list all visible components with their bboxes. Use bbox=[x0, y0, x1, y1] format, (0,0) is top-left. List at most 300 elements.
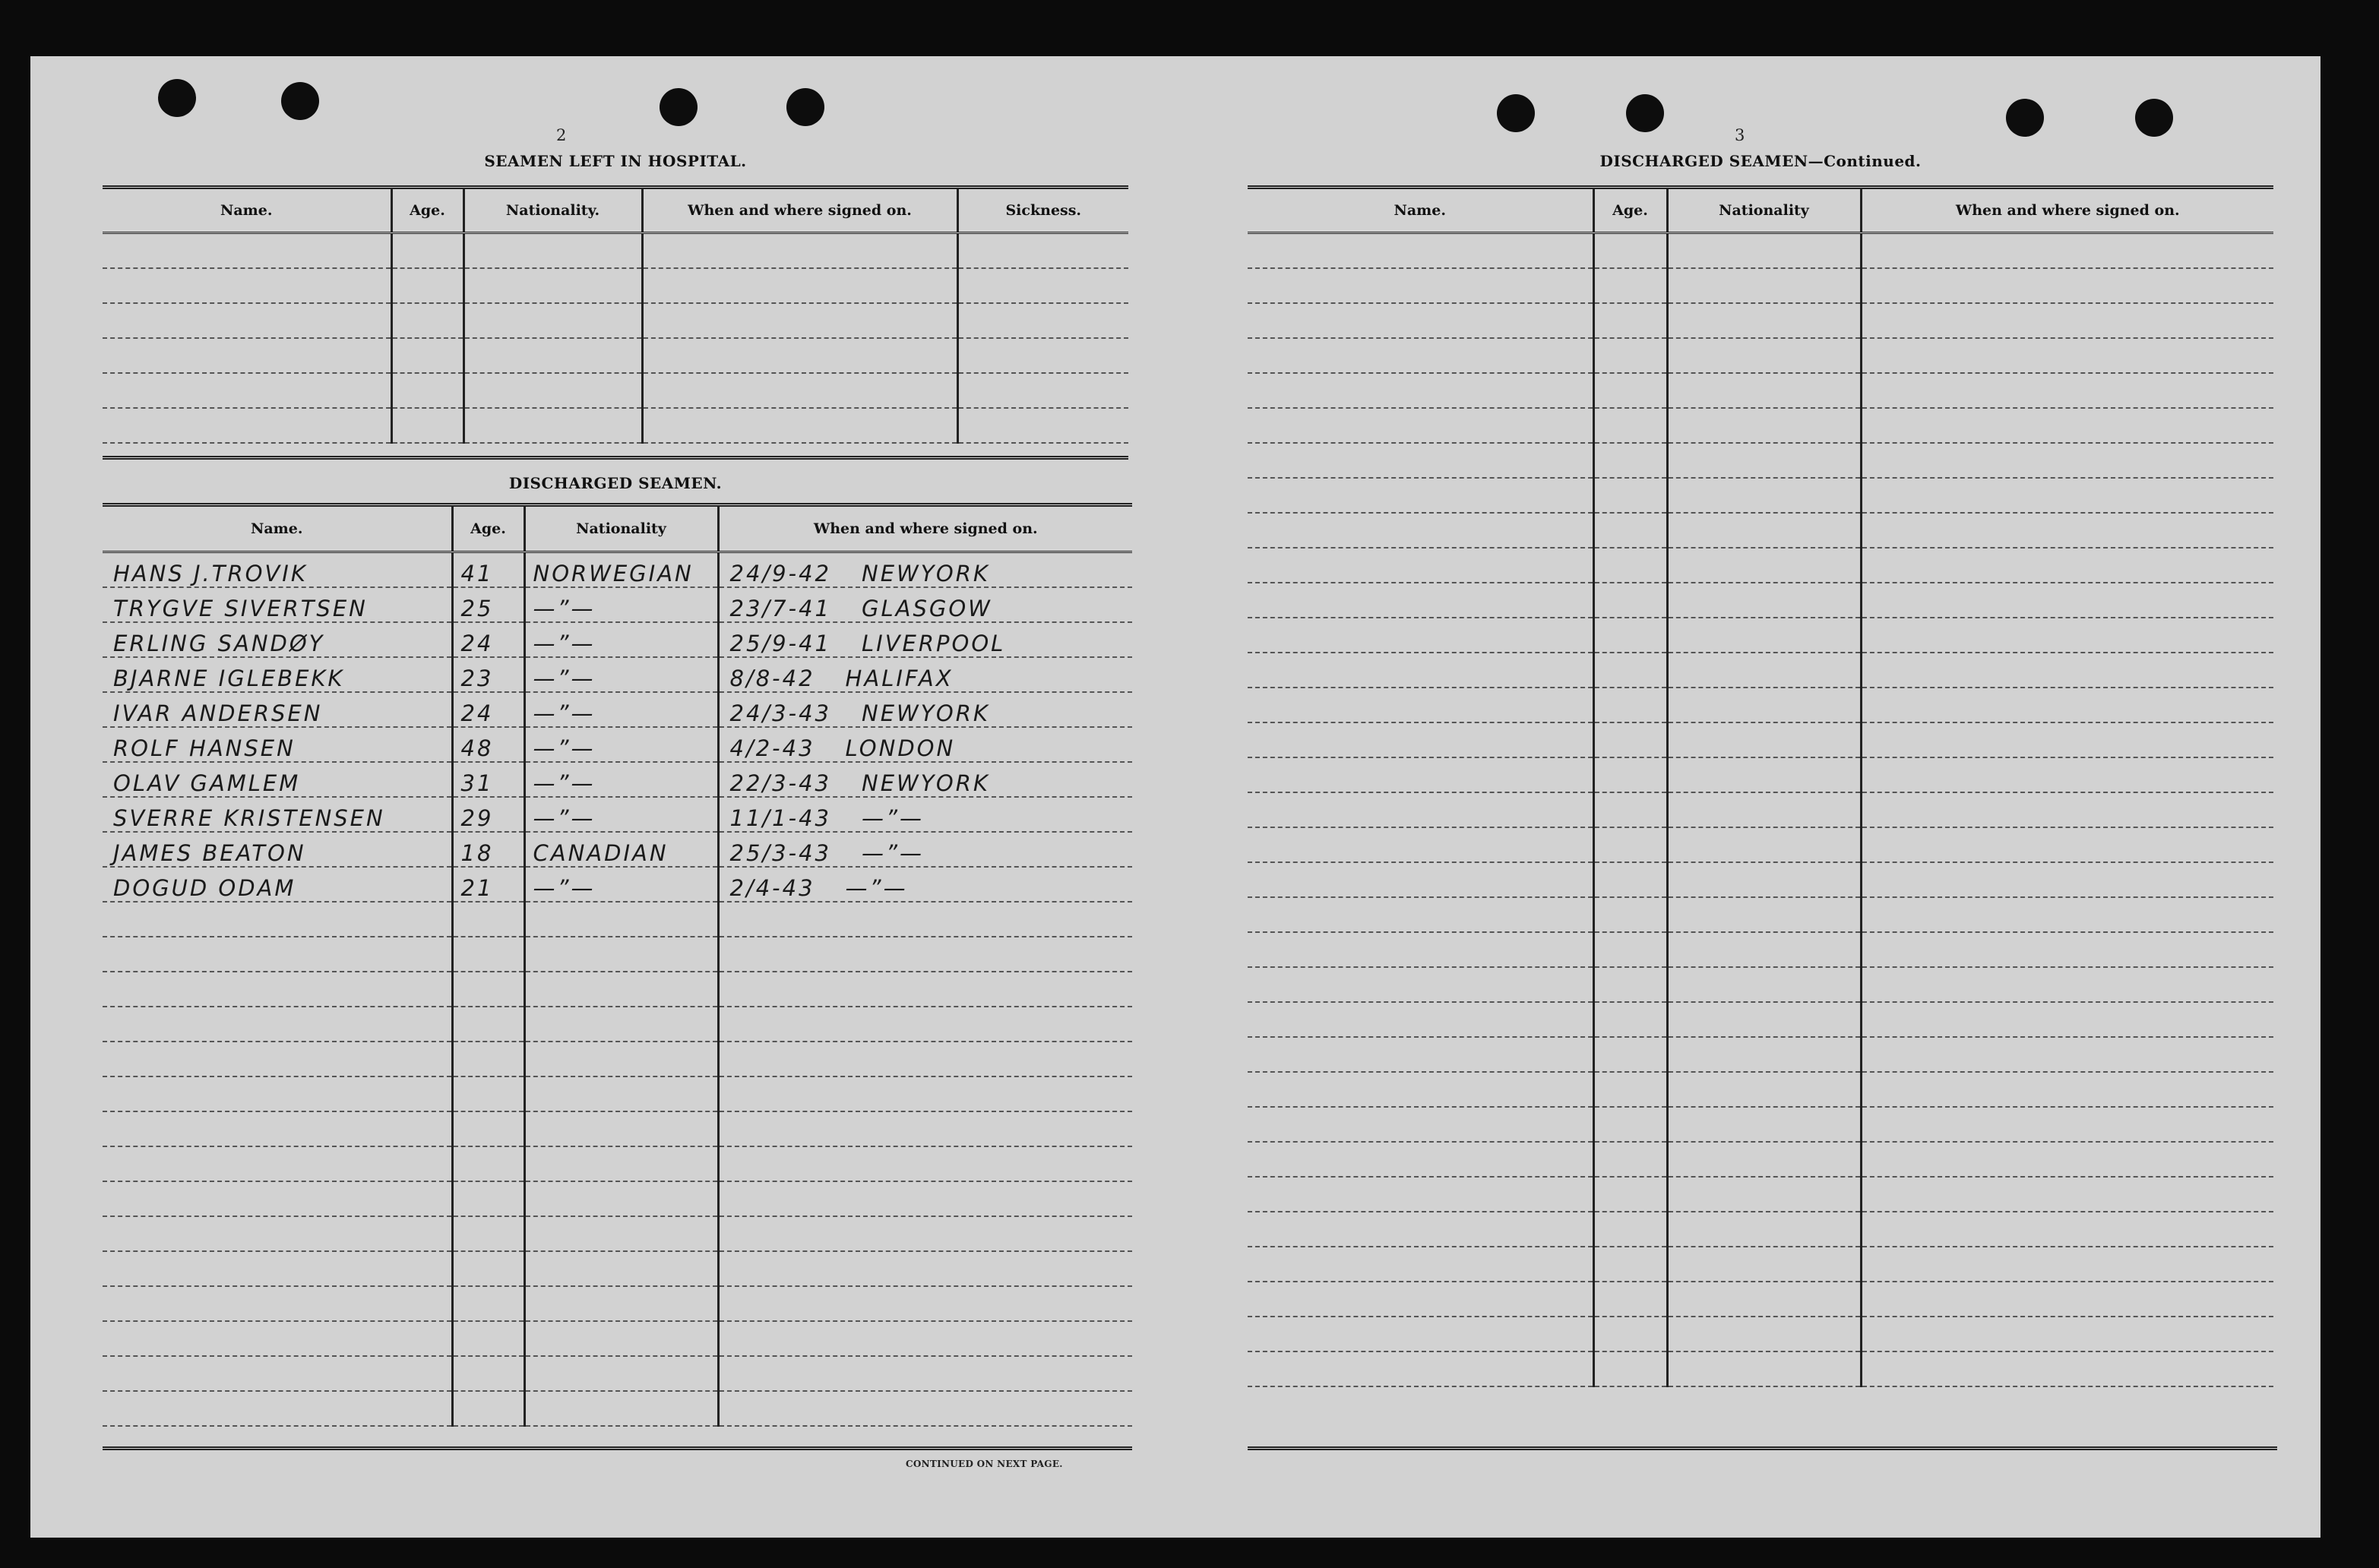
nationality-cell bbox=[1667, 373, 1861, 408]
age-cell bbox=[1593, 653, 1667, 688]
sickness-cell bbox=[957, 303, 1128, 338]
name-cell bbox=[1248, 303, 1593, 338]
nationality-cell bbox=[524, 1111, 718, 1146]
signed-on-cell bbox=[1861, 1072, 2273, 1107]
name-cell bbox=[103, 692, 452, 727]
sickness-cell bbox=[957, 373, 1128, 408]
nationality-cell bbox=[524, 552, 718, 587]
name-cell bbox=[1248, 1142, 1593, 1177]
signed-on-cell bbox=[718, 727, 1132, 762]
signed-on-cell bbox=[1861, 1142, 2273, 1177]
age-cell-age: 21 bbox=[460, 874, 494, 901]
name-cell-name: TRYGVE SIVERTSEN bbox=[113, 595, 368, 621]
nationality-cell-nationality: —”— bbox=[533, 770, 596, 796]
name-cell bbox=[1248, 618, 1593, 653]
table-row bbox=[1248, 1142, 2273, 1177]
age-cell bbox=[391, 373, 463, 408]
nationality-cell bbox=[524, 1146, 718, 1181]
age-cell bbox=[1593, 932, 1667, 967]
signed-on-cell bbox=[1861, 757, 2273, 792]
age-cell bbox=[1593, 792, 1667, 827]
signed-on-cell-place: GLASGOW bbox=[862, 595, 992, 621]
age-cell bbox=[452, 1321, 524, 1356]
table-row bbox=[103, 1251, 1132, 1286]
nationality-cell bbox=[524, 867, 718, 902]
age-cell bbox=[452, 1356, 524, 1391]
page-number: 2 bbox=[556, 126, 567, 144]
nationality-cell bbox=[463, 338, 642, 373]
age-cell-age: 24 bbox=[460, 700, 494, 726]
sickness-cell bbox=[957, 268, 1128, 303]
nationality-cell bbox=[1667, 792, 1861, 827]
nationality-cell bbox=[463, 408, 642, 443]
signed-on-cell bbox=[1861, 1317, 2273, 1351]
age-cell bbox=[1593, 513, 1667, 548]
table-row bbox=[1248, 1107, 2273, 1142]
signed-on-cell bbox=[718, 1007, 1132, 1042]
signed-on-cell bbox=[642, 373, 957, 408]
table-row bbox=[103, 303, 1128, 338]
age-cell bbox=[1593, 1177, 1667, 1212]
age-cell bbox=[1593, 688, 1667, 722]
name-cell bbox=[103, 1076, 452, 1111]
table-row bbox=[1248, 513, 2273, 548]
nationality-cell bbox=[1667, 932, 1861, 967]
signed-on-cell bbox=[1861, 653, 2273, 688]
nationality-cell bbox=[1667, 1142, 1861, 1177]
name-cell bbox=[1248, 1212, 1593, 1247]
table-row bbox=[1248, 338, 2273, 373]
table-row bbox=[1248, 792, 2273, 827]
table-row bbox=[103, 1216, 1132, 1251]
table-row bbox=[1248, 1177, 2273, 1212]
signed-on-cell bbox=[1861, 1247, 2273, 1282]
signed-on-cell bbox=[1861, 373, 2273, 408]
nationality-cell bbox=[524, 622, 718, 657]
age-cell bbox=[1593, 338, 1667, 373]
table-row bbox=[103, 727, 1132, 762]
age-cell bbox=[1593, 1037, 1667, 1072]
signed-on-cell-date: 11/1-43 bbox=[729, 805, 831, 831]
nationality-cell bbox=[1667, 1282, 1861, 1317]
name-cell bbox=[103, 622, 452, 657]
signed-on-cell bbox=[718, 1321, 1132, 1356]
nationality-cell bbox=[524, 1391, 718, 1426]
age-cell bbox=[452, 727, 524, 762]
name-cell bbox=[103, 902, 452, 937]
nationality-cell bbox=[524, 1007, 718, 1042]
age-cell bbox=[452, 587, 524, 622]
age-cell bbox=[1593, 1107, 1667, 1142]
table-row bbox=[1248, 1072, 2273, 1107]
signed-on-cell bbox=[1861, 1037, 2273, 1072]
name-cell bbox=[103, 1181, 452, 1216]
age-cell-age: 31 bbox=[460, 770, 494, 796]
table-row bbox=[1248, 373, 2273, 408]
age-cell bbox=[1593, 897, 1667, 932]
signed-on-cell bbox=[1861, 827, 2273, 862]
age-cell bbox=[1593, 373, 1667, 408]
signed-on-cell bbox=[718, 692, 1132, 727]
name-cell bbox=[1248, 478, 1593, 513]
name-cell bbox=[103, 867, 452, 902]
signed-on-cell bbox=[1861, 338, 2273, 373]
discharged-table-bottom-rule bbox=[103, 1446, 1132, 1450]
name-cell-name: SVERRE KRISTENSEN bbox=[113, 805, 385, 831]
nationality-cell bbox=[1667, 548, 1861, 583]
nationality-cell-nationality: NORWEGIAN bbox=[533, 560, 694, 586]
name-cell bbox=[103, 587, 452, 622]
age-cell bbox=[452, 762, 524, 797]
table-row bbox=[103, 1286, 1132, 1321]
signed-on-cell bbox=[718, 762, 1132, 797]
punch-hole bbox=[1497, 94, 1535, 132]
signed-on-cell bbox=[1861, 303, 2273, 338]
name-cell bbox=[1248, 408, 1593, 443]
nationality-cell bbox=[1667, 1317, 1861, 1351]
sickness-cell bbox=[957, 338, 1128, 373]
nationality-cell-nationality: CANADIAN bbox=[533, 839, 669, 866]
name-cell bbox=[1248, 1002, 1593, 1037]
nationality-cell-nationality: —”— bbox=[533, 874, 596, 901]
signed-on-cell-place: NEWYORK bbox=[862, 700, 990, 726]
continued-header-signed-on: When and where signed on. bbox=[1861, 188, 2273, 233]
table-row bbox=[103, 657, 1132, 692]
signed-on-cell bbox=[718, 1076, 1132, 1111]
signed-on-cell bbox=[718, 1111, 1132, 1146]
name-cell bbox=[1248, 653, 1593, 688]
discharged-table-body bbox=[103, 505, 1132, 1426]
signed-on-cell bbox=[1861, 1177, 2273, 1212]
age-cell bbox=[452, 1181, 524, 1216]
name-cell bbox=[1248, 583, 1593, 618]
signed-on-cell bbox=[718, 867, 1132, 902]
signed-on-cell bbox=[1861, 1002, 2273, 1037]
name-cell bbox=[1248, 1107, 1593, 1142]
signed-on-cell-place: HALIFAX bbox=[845, 665, 954, 691]
continued-note: CONTINUED ON NEXT PAGE. bbox=[906, 1459, 1063, 1469]
signed-on-cell bbox=[1861, 967, 2273, 1002]
nationality-cell bbox=[524, 972, 718, 1007]
table-row bbox=[1248, 897, 2273, 932]
nationality-cell bbox=[1667, 1072, 1861, 1107]
nationality-cell bbox=[1667, 303, 1861, 338]
table-row bbox=[1248, 1282, 2273, 1317]
signed-on-cell bbox=[1861, 1282, 2273, 1317]
punch-hole bbox=[158, 79, 196, 117]
punch-hole bbox=[281, 82, 319, 120]
page-number: 3 bbox=[1735, 126, 1745, 144]
age-cell-age: 18 bbox=[460, 839, 494, 866]
table-row bbox=[103, 832, 1132, 867]
nationality-cell bbox=[1667, 1037, 1861, 1072]
nationality-cell bbox=[524, 762, 718, 797]
name-cell bbox=[1248, 1351, 1593, 1386]
age-cell-age: 25 bbox=[460, 595, 494, 621]
signed-on-cell-date: 8/8-42 bbox=[729, 665, 815, 691]
name-cell bbox=[1248, 757, 1593, 792]
nationality-cell bbox=[1667, 722, 1861, 757]
nationality-cell-nationality: —”— bbox=[533, 805, 596, 831]
name-cell-name: ERLING SANDØY bbox=[113, 630, 325, 656]
age-cell bbox=[452, 1216, 524, 1251]
name-cell bbox=[103, 797, 452, 832]
table-row bbox=[103, 692, 1132, 727]
hospital-table-bottom-rule bbox=[103, 456, 1128, 460]
nationality-cell bbox=[524, 587, 718, 622]
hospital-header-nationality: Nationality. bbox=[463, 188, 642, 233]
age-cell bbox=[452, 1111, 524, 1146]
signed-on-cell-place: —”— bbox=[862, 839, 925, 866]
table-row bbox=[103, 1181, 1132, 1216]
age-cell bbox=[1593, 1072, 1667, 1107]
nationality-cell bbox=[524, 692, 718, 727]
signed-on-cell bbox=[1861, 443, 2273, 478]
age-cell bbox=[452, 1007, 524, 1042]
age-cell bbox=[391, 303, 463, 338]
age-cell bbox=[1593, 443, 1667, 478]
signed-on-cell-date: 25/3-43 bbox=[729, 839, 831, 866]
signed-on-cell bbox=[1861, 792, 2273, 827]
age-cell bbox=[452, 902, 524, 937]
age-cell bbox=[452, 692, 524, 727]
name-cell bbox=[1248, 1247, 1593, 1282]
hospital-header-sickness: Sickness. bbox=[957, 188, 1128, 233]
age-cell bbox=[452, 832, 524, 867]
age-cell bbox=[452, 867, 524, 902]
name-cell-name: HANS J.TROVIK bbox=[113, 560, 308, 586]
table-row bbox=[1248, 688, 2273, 722]
age-cell bbox=[1593, 722, 1667, 757]
name-cell bbox=[1248, 373, 1593, 408]
sickness-cell bbox=[957, 233, 1128, 268]
age-cell bbox=[391, 268, 463, 303]
nationality-cell bbox=[524, 1042, 718, 1076]
name-cell bbox=[1248, 1282, 1593, 1317]
signed-on-cell bbox=[1861, 932, 2273, 967]
table-row bbox=[103, 1356, 1132, 1391]
name-cell bbox=[1248, 1037, 1593, 1072]
nationality-cell bbox=[524, 1286, 718, 1321]
signed-on-cell bbox=[718, 657, 1132, 692]
nationality-cell bbox=[1667, 827, 1861, 862]
table-row bbox=[103, 1146, 1132, 1181]
name-cell bbox=[1248, 862, 1593, 897]
nationality-cell bbox=[524, 657, 718, 692]
table-row bbox=[1248, 653, 2273, 688]
name-cell bbox=[103, 657, 452, 692]
age-cell bbox=[1593, 268, 1667, 303]
discharged-table bbox=[103, 503, 1132, 1427]
table-row bbox=[103, 338, 1128, 373]
signed-on-cell-place: —”— bbox=[845, 874, 908, 901]
table-row bbox=[103, 622, 1132, 657]
signed-on-cell bbox=[642, 303, 957, 338]
name-cell bbox=[103, 1042, 452, 1076]
name-cell-name: OLAV GAMLEM bbox=[113, 770, 301, 796]
name-cell bbox=[1248, 792, 1593, 827]
age-cell bbox=[391, 408, 463, 443]
age-cell bbox=[1593, 1212, 1667, 1247]
name-cell bbox=[1248, 513, 1593, 548]
age-cell-age: 41 bbox=[460, 560, 494, 586]
nationality-cell bbox=[1667, 408, 1861, 443]
name-cell bbox=[1248, 443, 1593, 478]
table-row bbox=[1248, 268, 2273, 303]
age-cell bbox=[1593, 233, 1667, 268]
hospital-header-age: Age. bbox=[391, 188, 463, 233]
table-row bbox=[1248, 1247, 2273, 1282]
signed-on-cell bbox=[718, 552, 1132, 587]
hospital-table bbox=[103, 185, 1128, 444]
signed-on-cell bbox=[1861, 408, 2273, 443]
name-cell bbox=[103, 373, 391, 408]
signed-on-cell bbox=[718, 937, 1132, 972]
age-cell bbox=[1593, 967, 1667, 1002]
signed-on-cell bbox=[642, 408, 957, 443]
nationality-cell bbox=[524, 832, 718, 867]
nationality-cell bbox=[1667, 233, 1861, 268]
table-row bbox=[1248, 618, 2273, 653]
age-cell bbox=[1593, 862, 1667, 897]
discharged-header-age: Age. bbox=[452, 505, 524, 552]
nationality-cell bbox=[524, 1216, 718, 1251]
age-cell bbox=[452, 1042, 524, 1076]
name-cell bbox=[103, 937, 452, 972]
nationality-cell bbox=[524, 902, 718, 937]
nationality-cell bbox=[524, 797, 718, 832]
age-cell bbox=[452, 1146, 524, 1181]
signed-on-cell bbox=[1861, 548, 2273, 583]
punch-hole bbox=[2135, 99, 2173, 137]
name-cell bbox=[103, 1286, 452, 1321]
table-row bbox=[1248, 1351, 2273, 1386]
punch-hole bbox=[660, 88, 698, 126]
table-row bbox=[1248, 757, 2273, 792]
nationality-cell bbox=[524, 1251, 718, 1286]
nationality-cell bbox=[1667, 443, 1861, 478]
table-row bbox=[103, 268, 1128, 303]
signed-on-cell-place: LIVERPOOL bbox=[862, 630, 1006, 656]
signed-on-cell bbox=[718, 1391, 1132, 1426]
age-cell bbox=[1593, 1282, 1667, 1317]
table-row bbox=[103, 587, 1132, 622]
name-cell bbox=[1248, 1177, 1593, 1212]
table-row bbox=[1248, 548, 2273, 583]
nationality-cell bbox=[1667, 268, 1861, 303]
nationality-cell bbox=[1667, 1212, 1861, 1247]
age-cell bbox=[1593, 757, 1667, 792]
age-cell-age: 24 bbox=[460, 630, 494, 656]
signed-on-cell bbox=[718, 587, 1132, 622]
signed-on-cell bbox=[642, 233, 957, 268]
punch-hole bbox=[2006, 99, 2044, 137]
signed-on-cell bbox=[718, 1146, 1132, 1181]
nationality-cell bbox=[524, 1356, 718, 1391]
nationality-cell bbox=[1667, 513, 1861, 548]
name-cell bbox=[103, 972, 452, 1007]
age-cell bbox=[1593, 1351, 1667, 1386]
age-cell bbox=[452, 937, 524, 972]
name-cell-name: BJARNE IGLEBEKK bbox=[113, 665, 345, 691]
nationality-cell bbox=[1667, 757, 1861, 792]
age-cell bbox=[1593, 827, 1667, 862]
discharged-section-title: DISCHARGED SEAMEN. bbox=[508, 474, 723, 492]
name-cell bbox=[103, 1356, 452, 1391]
table-row bbox=[1248, 967, 2273, 1002]
signed-on-cell bbox=[718, 797, 1132, 832]
table-row bbox=[103, 1042, 1132, 1076]
table-row bbox=[1248, 1317, 2273, 1351]
signed-on-cell bbox=[718, 972, 1132, 1007]
nationality-cell bbox=[1667, 1002, 1861, 1037]
table-row bbox=[1248, 1002, 2273, 1037]
table-row bbox=[1248, 722, 2273, 757]
hospital-header-signed-on: When and where signed on. bbox=[642, 188, 957, 233]
signed-on-cell bbox=[1861, 478, 2273, 513]
table-row bbox=[103, 1007, 1132, 1042]
signed-on-cell bbox=[1861, 268, 2273, 303]
signed-on-cell bbox=[642, 338, 957, 373]
table-row bbox=[103, 1391, 1132, 1426]
table-row bbox=[103, 797, 1132, 832]
age-cell bbox=[1593, 1142, 1667, 1177]
nationality-cell bbox=[524, 727, 718, 762]
discharged-continued-title: DISCHARGED SEAMEN—Continued. bbox=[1599, 152, 1922, 170]
signed-on-cell bbox=[718, 622, 1132, 657]
signed-on-cell-date: 2/4-43 bbox=[729, 874, 815, 901]
table-row bbox=[103, 408, 1128, 443]
name-cell bbox=[103, 338, 391, 373]
name-cell bbox=[1248, 1317, 1593, 1351]
nationality-cell-nationality: —”— bbox=[533, 595, 596, 621]
signed-on-cell bbox=[1861, 233, 2273, 268]
punch-hole bbox=[1626, 94, 1664, 132]
signed-on-cell-place: LONDON bbox=[845, 735, 956, 761]
name-cell bbox=[103, 1391, 452, 1426]
signed-on-cell bbox=[1861, 897, 2273, 932]
age-cell bbox=[452, 657, 524, 692]
nationality-cell-nationality: —”— bbox=[533, 735, 596, 761]
signed-on-cell-date: 23/7-41 bbox=[729, 595, 831, 621]
nationality-cell bbox=[524, 1321, 718, 1356]
table-row bbox=[1248, 233, 2273, 268]
discharged-header-signed-on: When and where signed on. bbox=[718, 505, 1132, 552]
table-row bbox=[103, 762, 1132, 797]
name-cell bbox=[103, 1146, 452, 1181]
age-cell bbox=[452, 1251, 524, 1286]
nationality-cell bbox=[1667, 1107, 1861, 1142]
name-cell bbox=[1248, 932, 1593, 967]
signed-on-cell-place: NEWYORK bbox=[862, 560, 990, 586]
table-row bbox=[1248, 303, 2273, 338]
name-cell-name: DOGUD ODAM bbox=[113, 874, 296, 901]
nationality-cell-nationality: —”— bbox=[533, 665, 596, 691]
age-cell bbox=[452, 972, 524, 1007]
signed-on-cell bbox=[1861, 722, 2273, 757]
nationality-cell bbox=[463, 233, 642, 268]
signed-on-cell bbox=[642, 268, 957, 303]
nationality-cell bbox=[1667, 967, 1861, 1002]
nationality-cell bbox=[463, 373, 642, 408]
table-row bbox=[103, 972, 1132, 1007]
age-cell bbox=[1593, 548, 1667, 583]
name-cell bbox=[1248, 688, 1593, 722]
signed-on-cell bbox=[1861, 583, 2273, 618]
nationality-cell bbox=[1667, 653, 1861, 688]
name-cell bbox=[103, 552, 452, 587]
name-cell bbox=[103, 832, 452, 867]
